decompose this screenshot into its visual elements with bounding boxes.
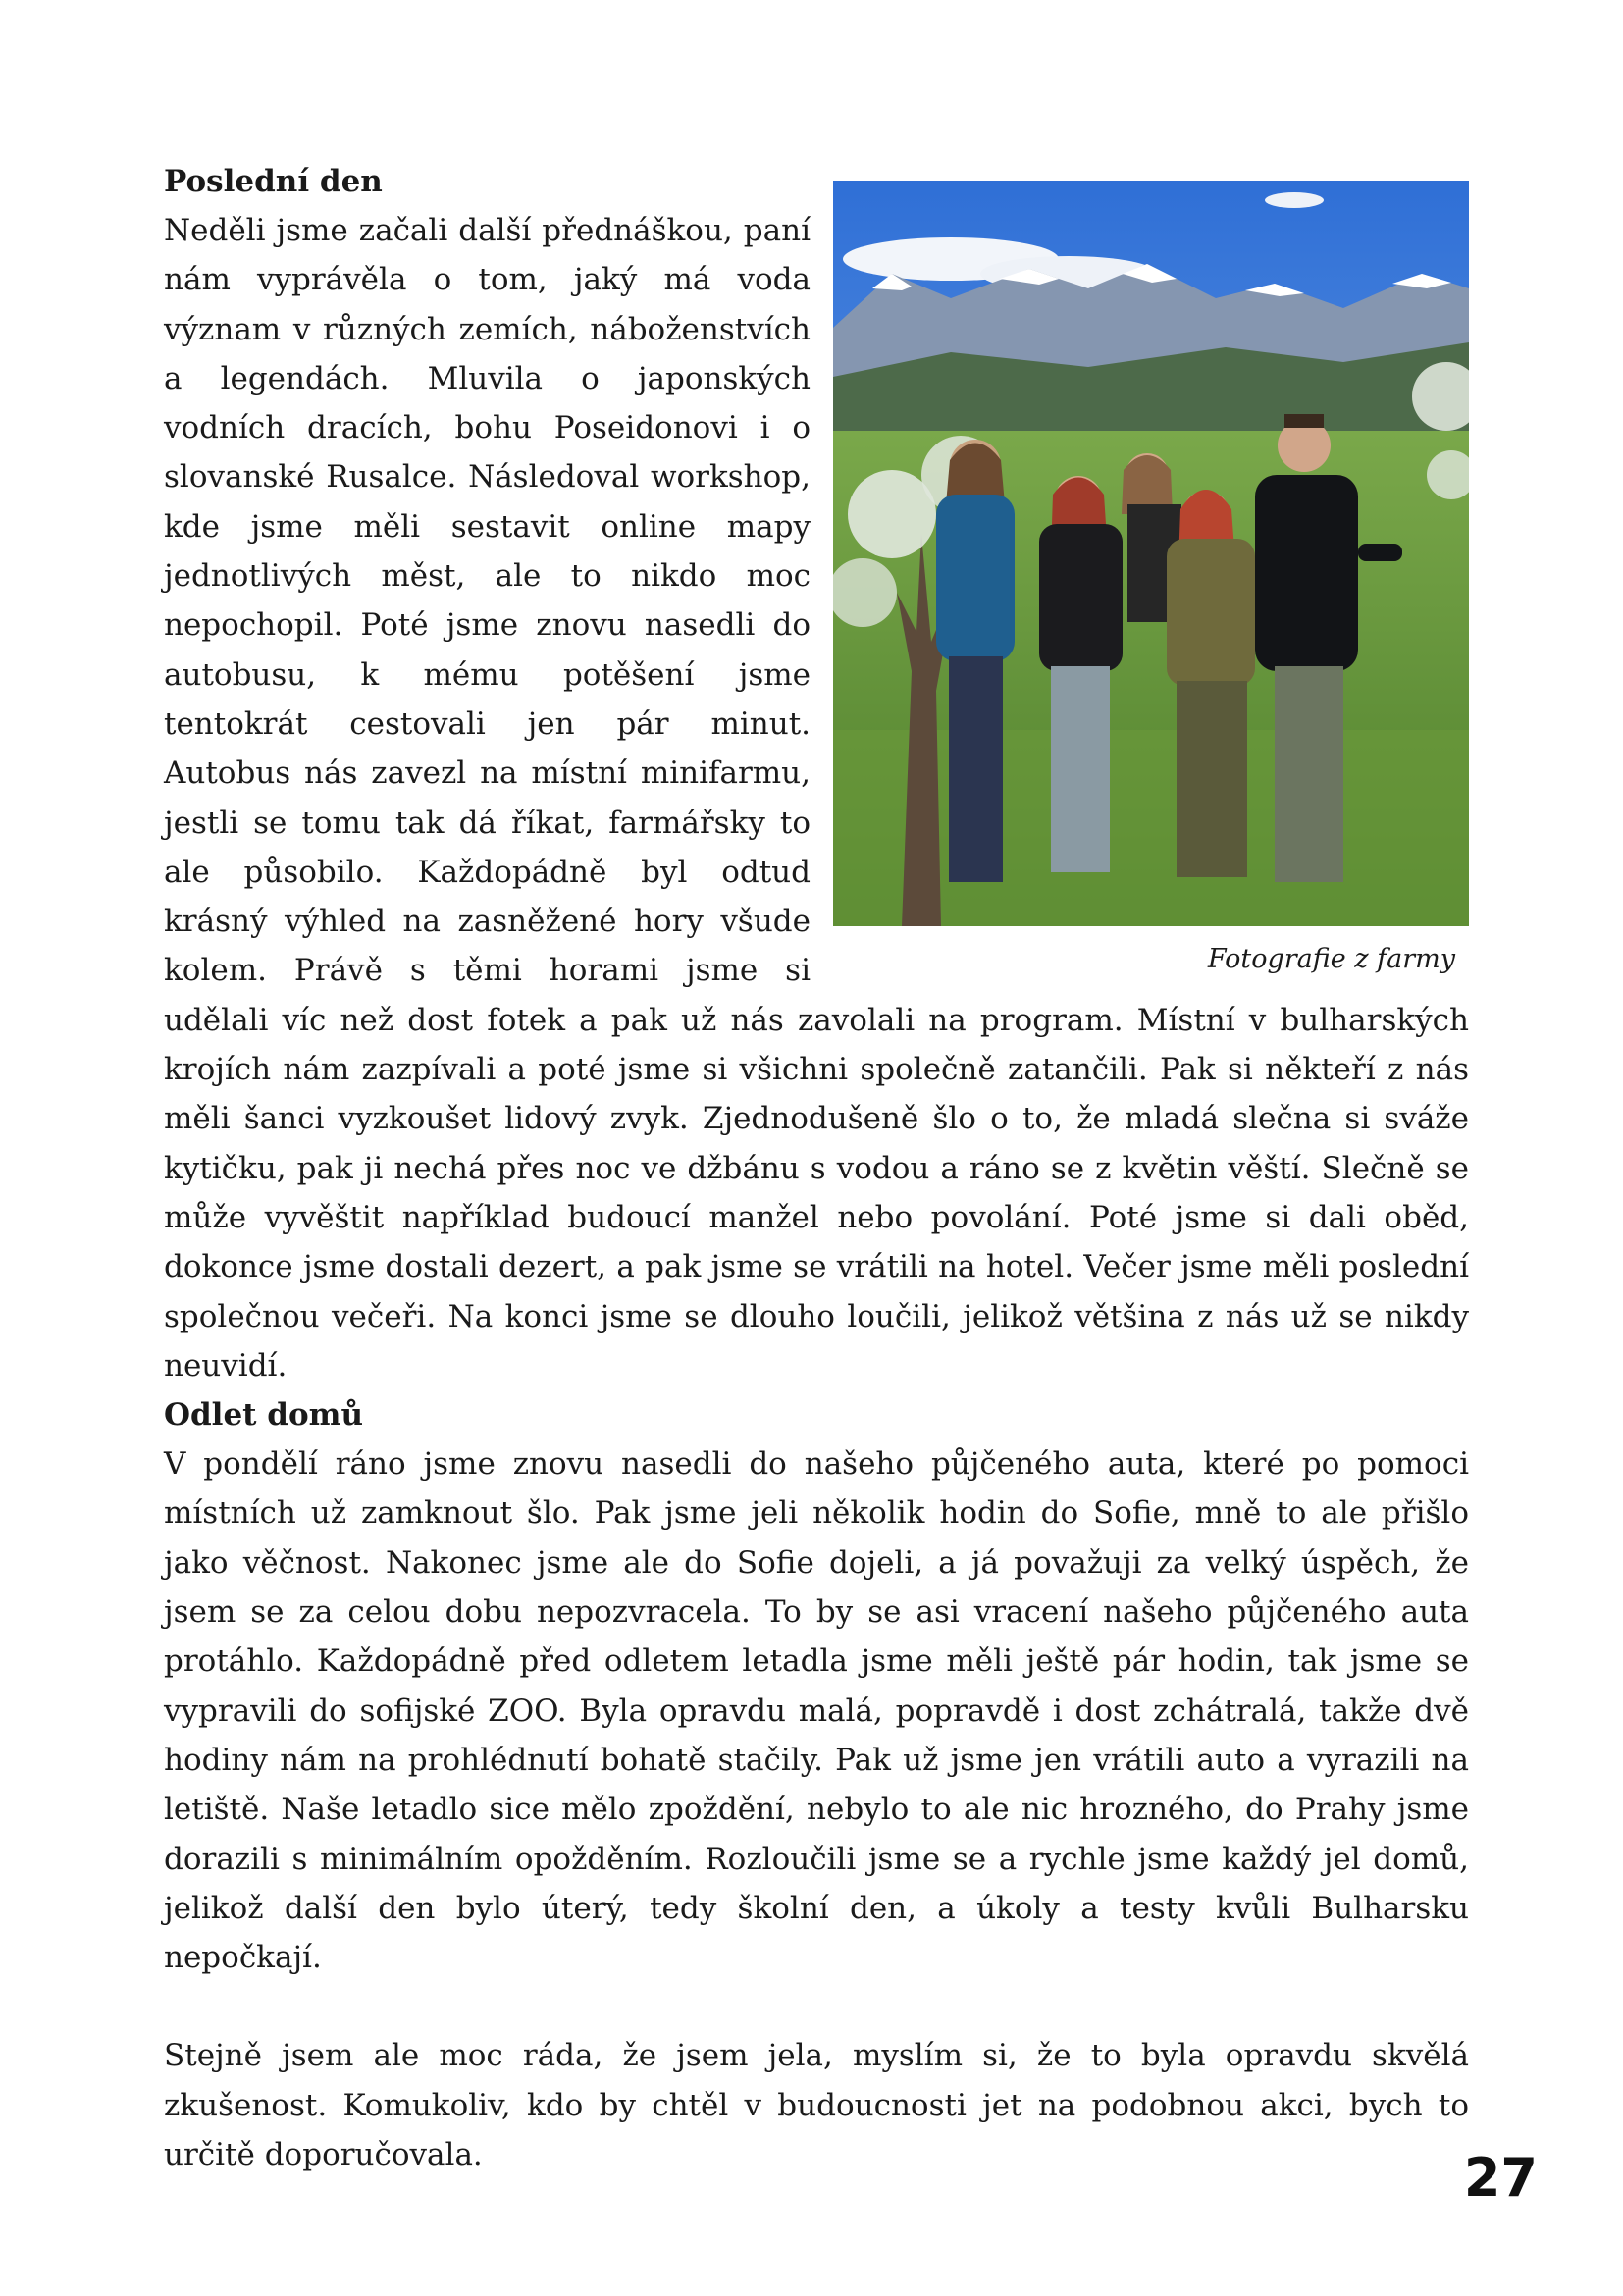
farm-group-photo [833, 181, 1469, 926]
heading-last-day: Poslední den [164, 164, 383, 199]
heading-flight-home: Odlet domů [164, 1397, 363, 1434]
article-body [164, 157, 1469, 2179]
farm-photo-figure [833, 181, 1469, 979]
paragraph-closing: Stejně jsem ale moc ráda, že jsem jela, myslím si, že to byla opravdu skvělá zkušenost. Komukoliv, kdo by chtěl v budoucnosti jet na podobnou akci, bych to určitě doporučovala. [164, 2038, 1469, 2172]
paragraph-spacer [164, 1982, 1469, 2031]
page-number: 27 [1463, 2147, 1538, 2209]
paragraph-flight-home: V pondělí ráno jsme znovu nasedli do našeho půjčeného auta, které po pomoci místních už zamknout šlo. Pak jsme jeli několik hodin do Sofie, mně to ale přišlo jako věčnost. Nakonec jsme ale do Sofie dojeli, a já považuji za velký úspěch, že jsem se za celou dobu nepozvracela. To by se asi vracení našeho půjčeného auta protáhlo. Každopádně před odletem letadla jsme měli ještě pár hodin, tak jsme se vypravili do sofijské ZOO. Byla opravdu malá, popravdě i dost zchátralá, takže dvě hodiny nám na prohlédnutí bohatě stačily. Pak už jsme jen vrátili auto a vyrazili na letiště. Naše letadlo sice mělo zpoždění, nebylo to ale nic hrozného, do Prahy jsme dorazili s minimálním opožděním. Rozloučili jsme se a rychle jsme každý jel domů, jelikož další den bylo úterý, tedy školní den, a úkoly a testy kvůli Bulharsku nepočkají. [164, 1446, 1469, 1976]
paragraph-last-day: Neděli jsme začali další přednáškou, paní nám vyprávěla o tom, jaký má voda význam v různých zemích, náboženstvích a legendách. Mluvila o japonských vodních dracích, bohu Poseidonovi i o slovanské Rusalce. Následoval workshop, kde jsme měli sestavit online mapy jednotlivých měst, ale to nikdo moc nepochopil. Poté jsme znovu nasedli do autobusu, k mému potěšení jsme tentokrát cestovali jen pár minut. Autobus nás zavezl na místní minifarmu, jestli se tomu tak dá říkat, farmářsky to ale působilo. Každopádně byl odtud krásný výhled na zasněžené hory všude kolem. Právě s těmi horami jsme si udělali víc než dost fotek a pak už nás zavolali na program. Místní v bulharských krojích nám zazpívali a poté jsme si všichni společně zatančili. Pak si někteří z nás měli šanci vyzkoušet lidový zvyk. Zjednodušeně šlo o to, že mladá slečna si sváže kytičku, pak ji nechá přes noc ve džbánu s vodou a ráno se z květin věští. Slečně se může vyvěštit například budoucí manžel nebo povolání. Poté jsme si dali oběd, dokonce jsme dostali dezert, a pak jsme se vrátili na hotel. Večer jsme měli poslední společnou večeři. Na konci jsme se dlouho loučili, jelikož většina z nás už se nikdy neuvidí. [164, 213, 1469, 1383]
photo-caption: Fotografie z farmy [1207, 944, 1455, 974]
